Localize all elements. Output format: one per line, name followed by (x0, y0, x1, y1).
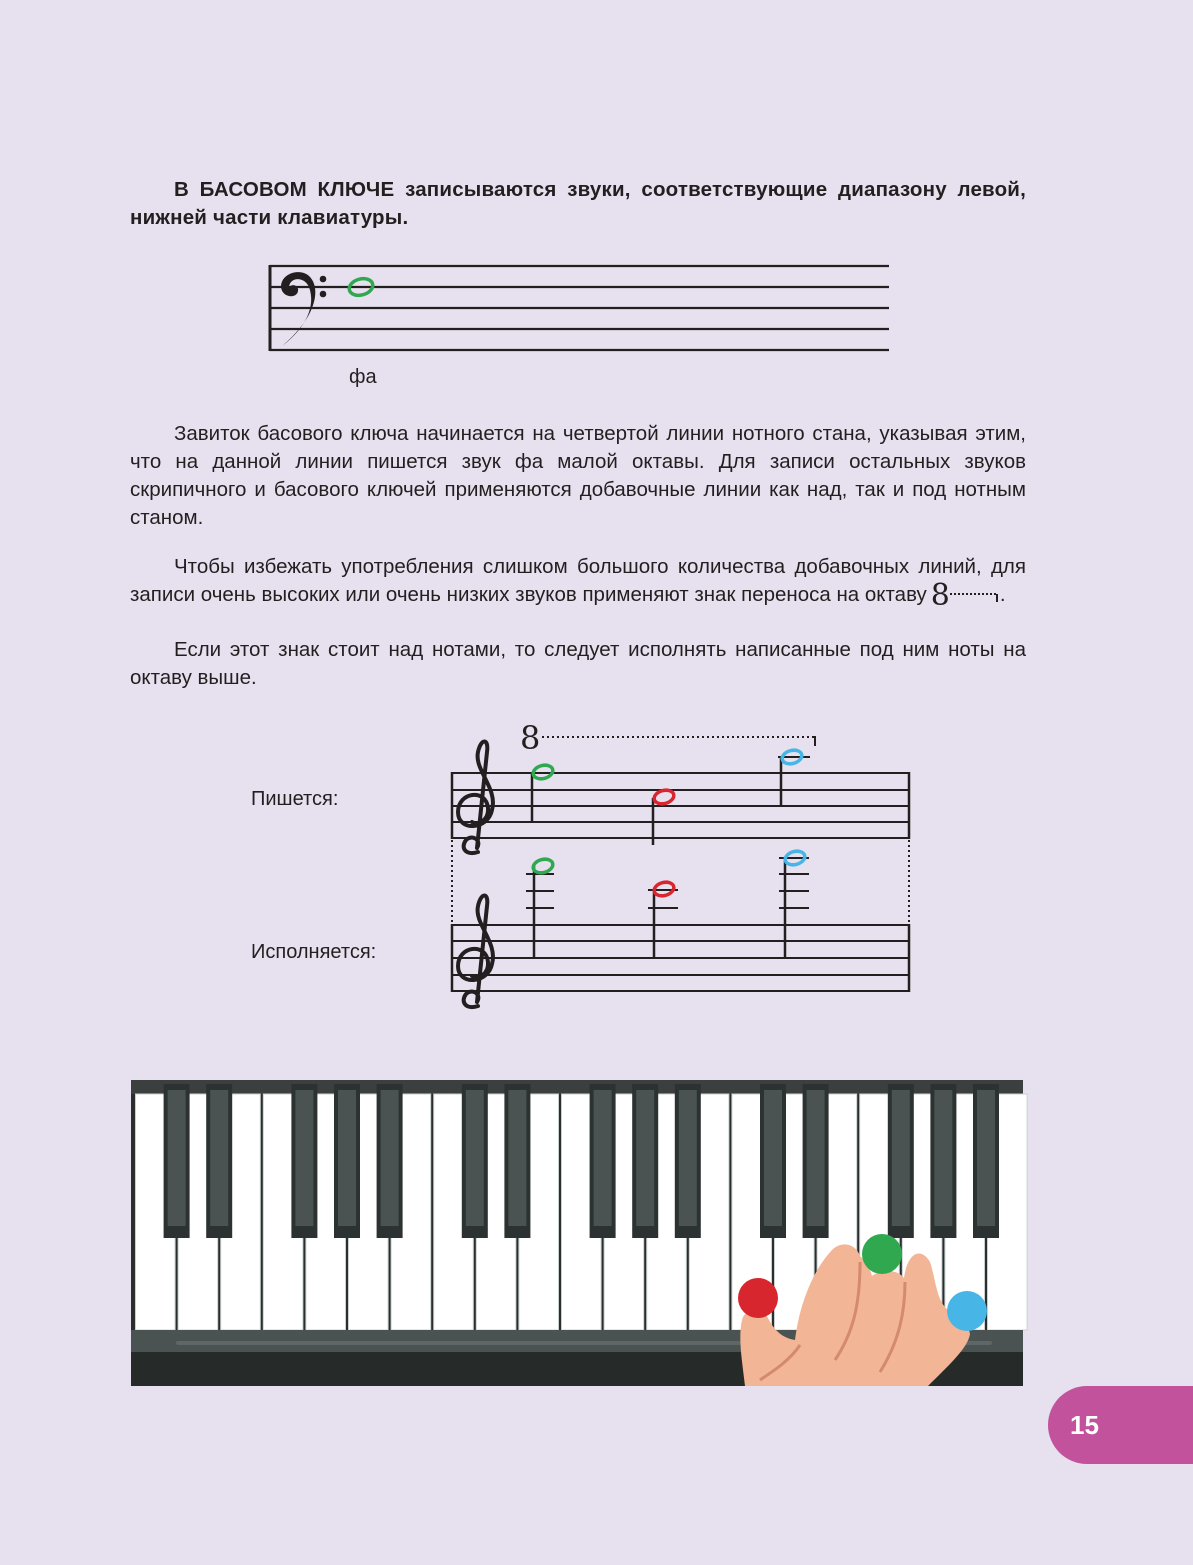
black-key-highlight (764, 1090, 782, 1226)
black-key-highlight (934, 1090, 952, 1226)
black-key-highlight (381, 1090, 399, 1226)
ottava-symbol: 8 (520, 719, 541, 757)
black-key-highlight (338, 1090, 356, 1226)
note-label-fa: фа (349, 366, 377, 388)
intro-rest: записываются звуки, соответствующие диапазону левой, нижней части клавиатуры. (130, 178, 1026, 229)
black-key-highlight (508, 1090, 526, 1226)
performed-label: Исполняется: (251, 941, 377, 963)
black-key-highlight (168, 1090, 186, 1226)
black-key-highlight (636, 1090, 654, 1226)
black-key-highlight (977, 1090, 995, 1226)
black-key-highlight (892, 1090, 910, 1226)
finger-dot-red (738, 1278, 778, 1318)
written-label: Пишется: (251, 788, 339, 810)
paragraph-2-end: . (999, 583, 1006, 606)
paragraph-1-text: Завиток басового ключа начинается на четвертой линии нотного стана, указывая этим, что на данной линии пишется звук фа малой октавы. Для записи остальных звуков скрипичного и басового ключей применяются добавочные линии как над, так и под нотным станом. (130, 422, 1026, 529)
black-key-highlight (594, 1090, 612, 1226)
finger-dot-blue (947, 1291, 987, 1331)
paragraph-2-text: Чтобы избежать употребления слишком большого количества добавочных линий, для записи очень высоких или очень низких звуков применяют знак переноса на октаву (130, 555, 1026, 606)
black-key-highlight (679, 1090, 697, 1226)
black-key-highlight (210, 1090, 228, 1226)
page-number-badge (1048, 1386, 1193, 1464)
ottava-inline-symbol: 8 (930, 578, 950, 613)
black-key-highlight (807, 1090, 825, 1226)
intro-bold: В БАСОВОМ КЛЮЧЕ (174, 178, 395, 201)
black-key-highlight (295, 1090, 313, 1226)
black-key-highlight (466, 1090, 484, 1226)
finger-dot-green (862, 1234, 902, 1274)
page-number: 15 (1070, 1409, 1099, 1440)
paragraph-3-text: Если этот знак стоит над нотами, то следует исполнять написанные под ним ноты на октаву выше. (130, 638, 1026, 689)
